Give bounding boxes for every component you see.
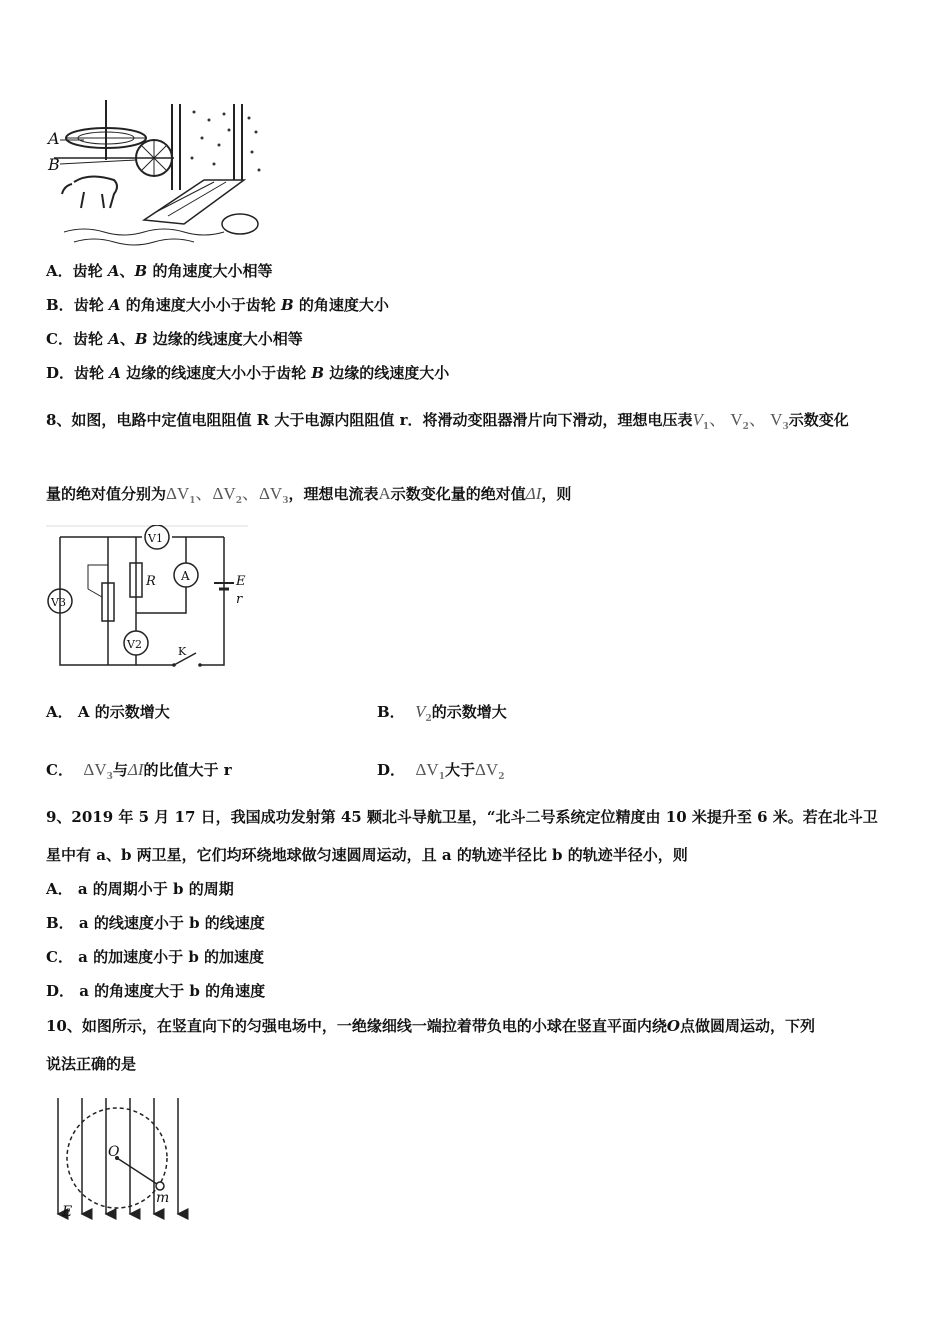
svg-text:A: A bbox=[181, 569, 190, 583]
waterwheel-illustration bbox=[44, 100, 266, 250]
q8-option-a: A． A 的示数增大 bbox=[46, 703, 170, 721]
svg-text:K: K bbox=[178, 645, 187, 658]
q8-stem-line2: 量的绝对值分别为$\Delta V_1$、$\Delta V_2$、$\Delta V_3$，理想电流表A示数变化量的绝对值ΔI，则 bbox=[46, 484, 572, 506]
q8-option-d: D． $\Delta V_1$大于$\Delta V_2$ bbox=[377, 760, 505, 782]
q8-stem-line1: 8、如图，电路中定值电阻阻值 R 大于电源内阻阻值 r．将滑动变阻器滑片向下滑动，理想电压表$V_1$、 $V_2$、 $V_3$示数变化 bbox=[46, 410, 849, 432]
electric-field-diagram bbox=[44, 1094, 190, 1224]
q8-option-c: C． $\Delta V_3$与ΔI的比值大于 r bbox=[46, 760, 232, 782]
q9-option-a: A． a 的周期小于 b 的周期 bbox=[46, 880, 234, 898]
q7-option-b: B．齿轮 A 的角速度大小小于齿轮 B 的角速度大小 bbox=[46, 296, 389, 314]
q7-option-a: A．齿轮 A、B 的角速度大小相等 bbox=[46, 262, 273, 280]
svg-text:E: E bbox=[236, 574, 246, 589]
q9-stem-line2: 星中有 a、b 两卫星，它们均环绕地球做匀速圆周运动，且 a 的轨迹半径比 b 的轨迹半径小，则 bbox=[46, 846, 688, 864]
circuit-diagram bbox=[44, 525, 250, 673]
svg-text:V2: V2 bbox=[127, 638, 142, 651]
q7-option-d: D．齿轮 A 边缘的线速度大小小于齿轮 B 边缘的线速度大小 bbox=[46, 364, 450, 382]
q7-option-c: C．齿轮 A、B 边缘的线速度大小相等 bbox=[46, 330, 303, 348]
svg-text:O: O bbox=[108, 1144, 120, 1160]
label-a: A bbox=[48, 129, 60, 148]
q10-stem-line2: 说法正确的是 bbox=[46, 1055, 137, 1073]
q9-option-c: C． a 的加速度小于 b 的加速度 bbox=[46, 948, 265, 966]
svg-text:V1: V1 bbox=[148, 532, 163, 545]
q8-option-b: B． $V_2$的示数增大 bbox=[377, 702, 507, 724]
charged-ball bbox=[156, 1182, 164, 1190]
svg-text:E: E bbox=[62, 1204, 73, 1220]
q9-stem-line1: 9、2019 年 5 月 17 日，我国成功发射第 45 颗北斗导航卫星，“北斗二号系统定位精度由 10 米提升至 6 米。若在北斗卫 bbox=[46, 808, 878, 826]
svg-text:r: r bbox=[236, 592, 243, 607]
label-b: B bbox=[48, 155, 60, 174]
svg-text:R: R bbox=[146, 574, 156, 589]
q9-option-d: D． a 的角速度大于 b 的角速度 bbox=[46, 982, 266, 1000]
q9-option-b: B． a 的线速度小于 b 的线速度 bbox=[46, 914, 265, 932]
svg-text:m: m bbox=[156, 1190, 170, 1206]
q10-stem-line1: 10、如图所示，在竖直向下的匀强电场中，一绝缘细线一端拉着带负电的小球在竖直平面内绕O点做圆周运动，下列 bbox=[46, 1017, 815, 1035]
svg-text:V3: V3 bbox=[51, 596, 66, 609]
